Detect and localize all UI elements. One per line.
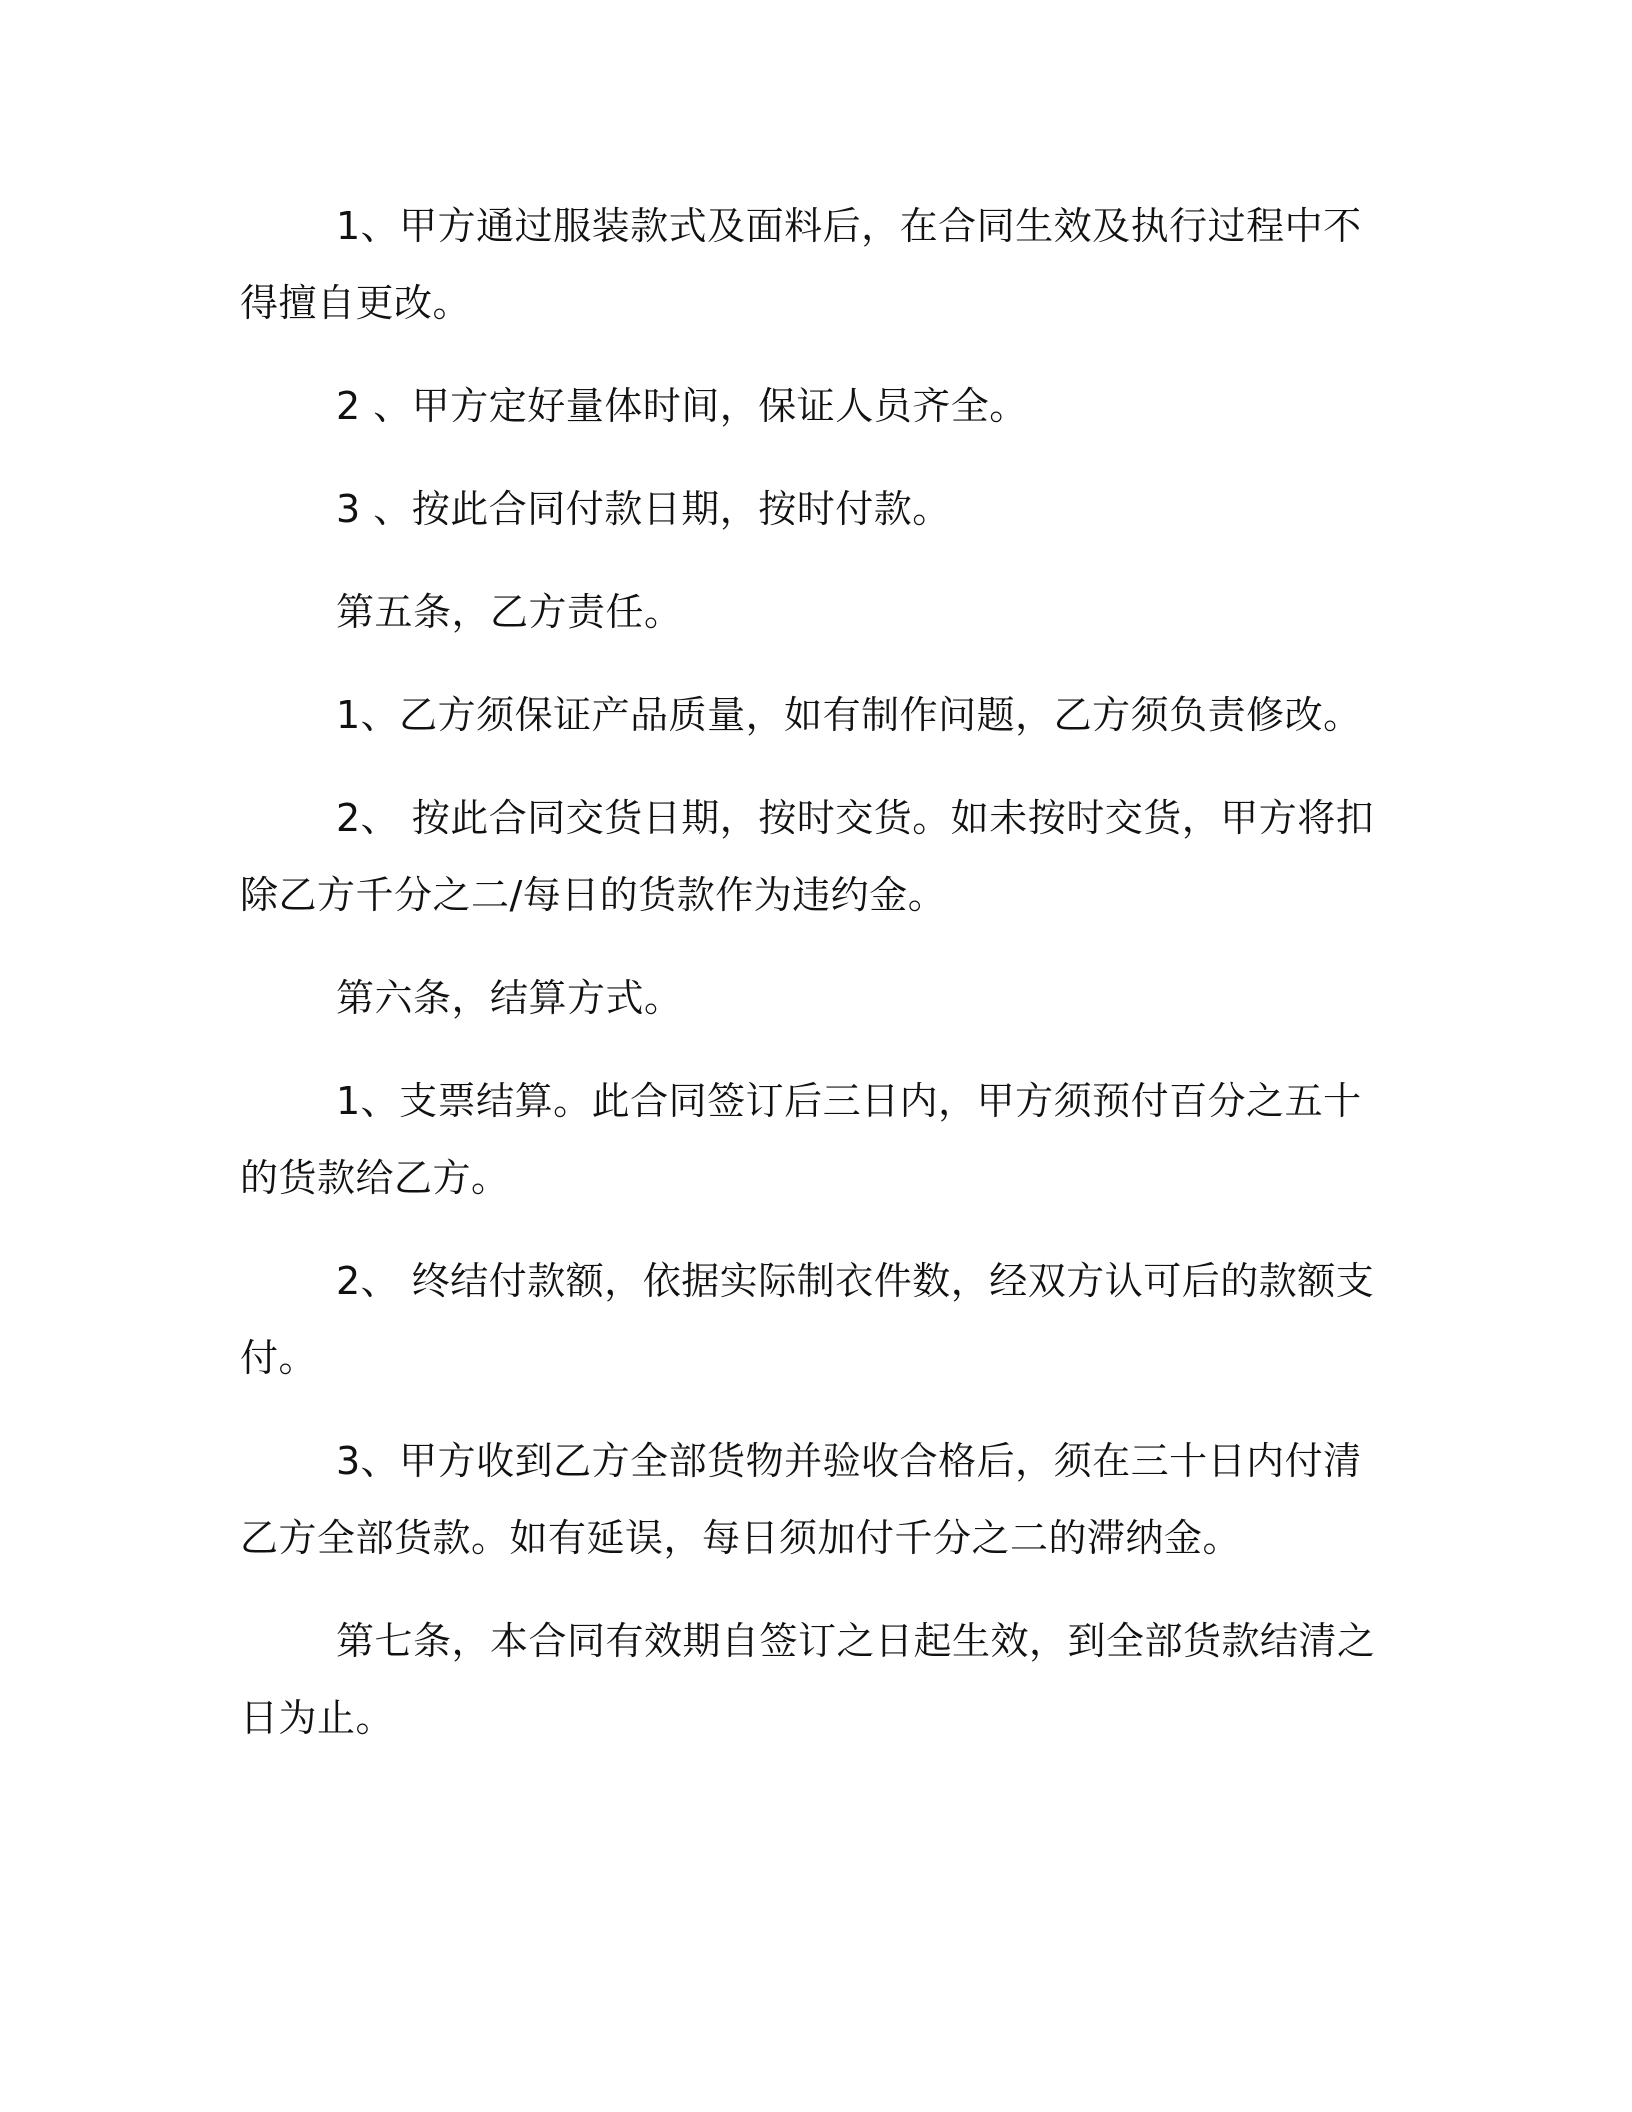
clause-paragraph: 3 、按此合同付款日期，按时付款。 [336, 487, 951, 531]
clause-paragraph: 1、甲方通过服装款式及面料后，在合同生效及执行过程中不得擅自更改。 [240, 204, 1362, 325]
section-heading: 第六条，结算方式。 [336, 976, 683, 1020]
section-heading: 第七条，本合同有效期自签订之日起生效，到全部货款结清之日为止。 [240, 1619, 1376, 1740]
clause-paragraph: 1、支票结算。此合同签订后三日内，甲方须预付百分之五十的货款给乙方。 [240, 1079, 1362, 1200]
clause-paragraph: 2、 按此合同交货日期，按时交货。如未按时交货，甲方将扣除乙方千分之二/每日的货款作为违约金。 [240, 796, 1375, 917]
clause-paragraph: 2 、甲方定好量体时间，保证人员齐全。 [336, 384, 1028, 428]
clause-paragraph: 1、乙方须保证产品质量，如有制作问题，乙方须负责修改。 [336, 693, 1362, 737]
clause-paragraph: 2、 终结付款额，依据实际制衣件数，经双方认可后的款额支付。 [240, 1259, 1375, 1380]
section-heading: 第五条，乙方责任。 [336, 590, 683, 634]
clause-paragraph: 3、甲方收到乙方全部货物并验收合格后，须在三十日内付清乙方全部货款。如有延误，每日须加付千分之二的滞纳金。 [240, 1439, 1362, 1560]
document-body [240, 188, 1390, 1783]
